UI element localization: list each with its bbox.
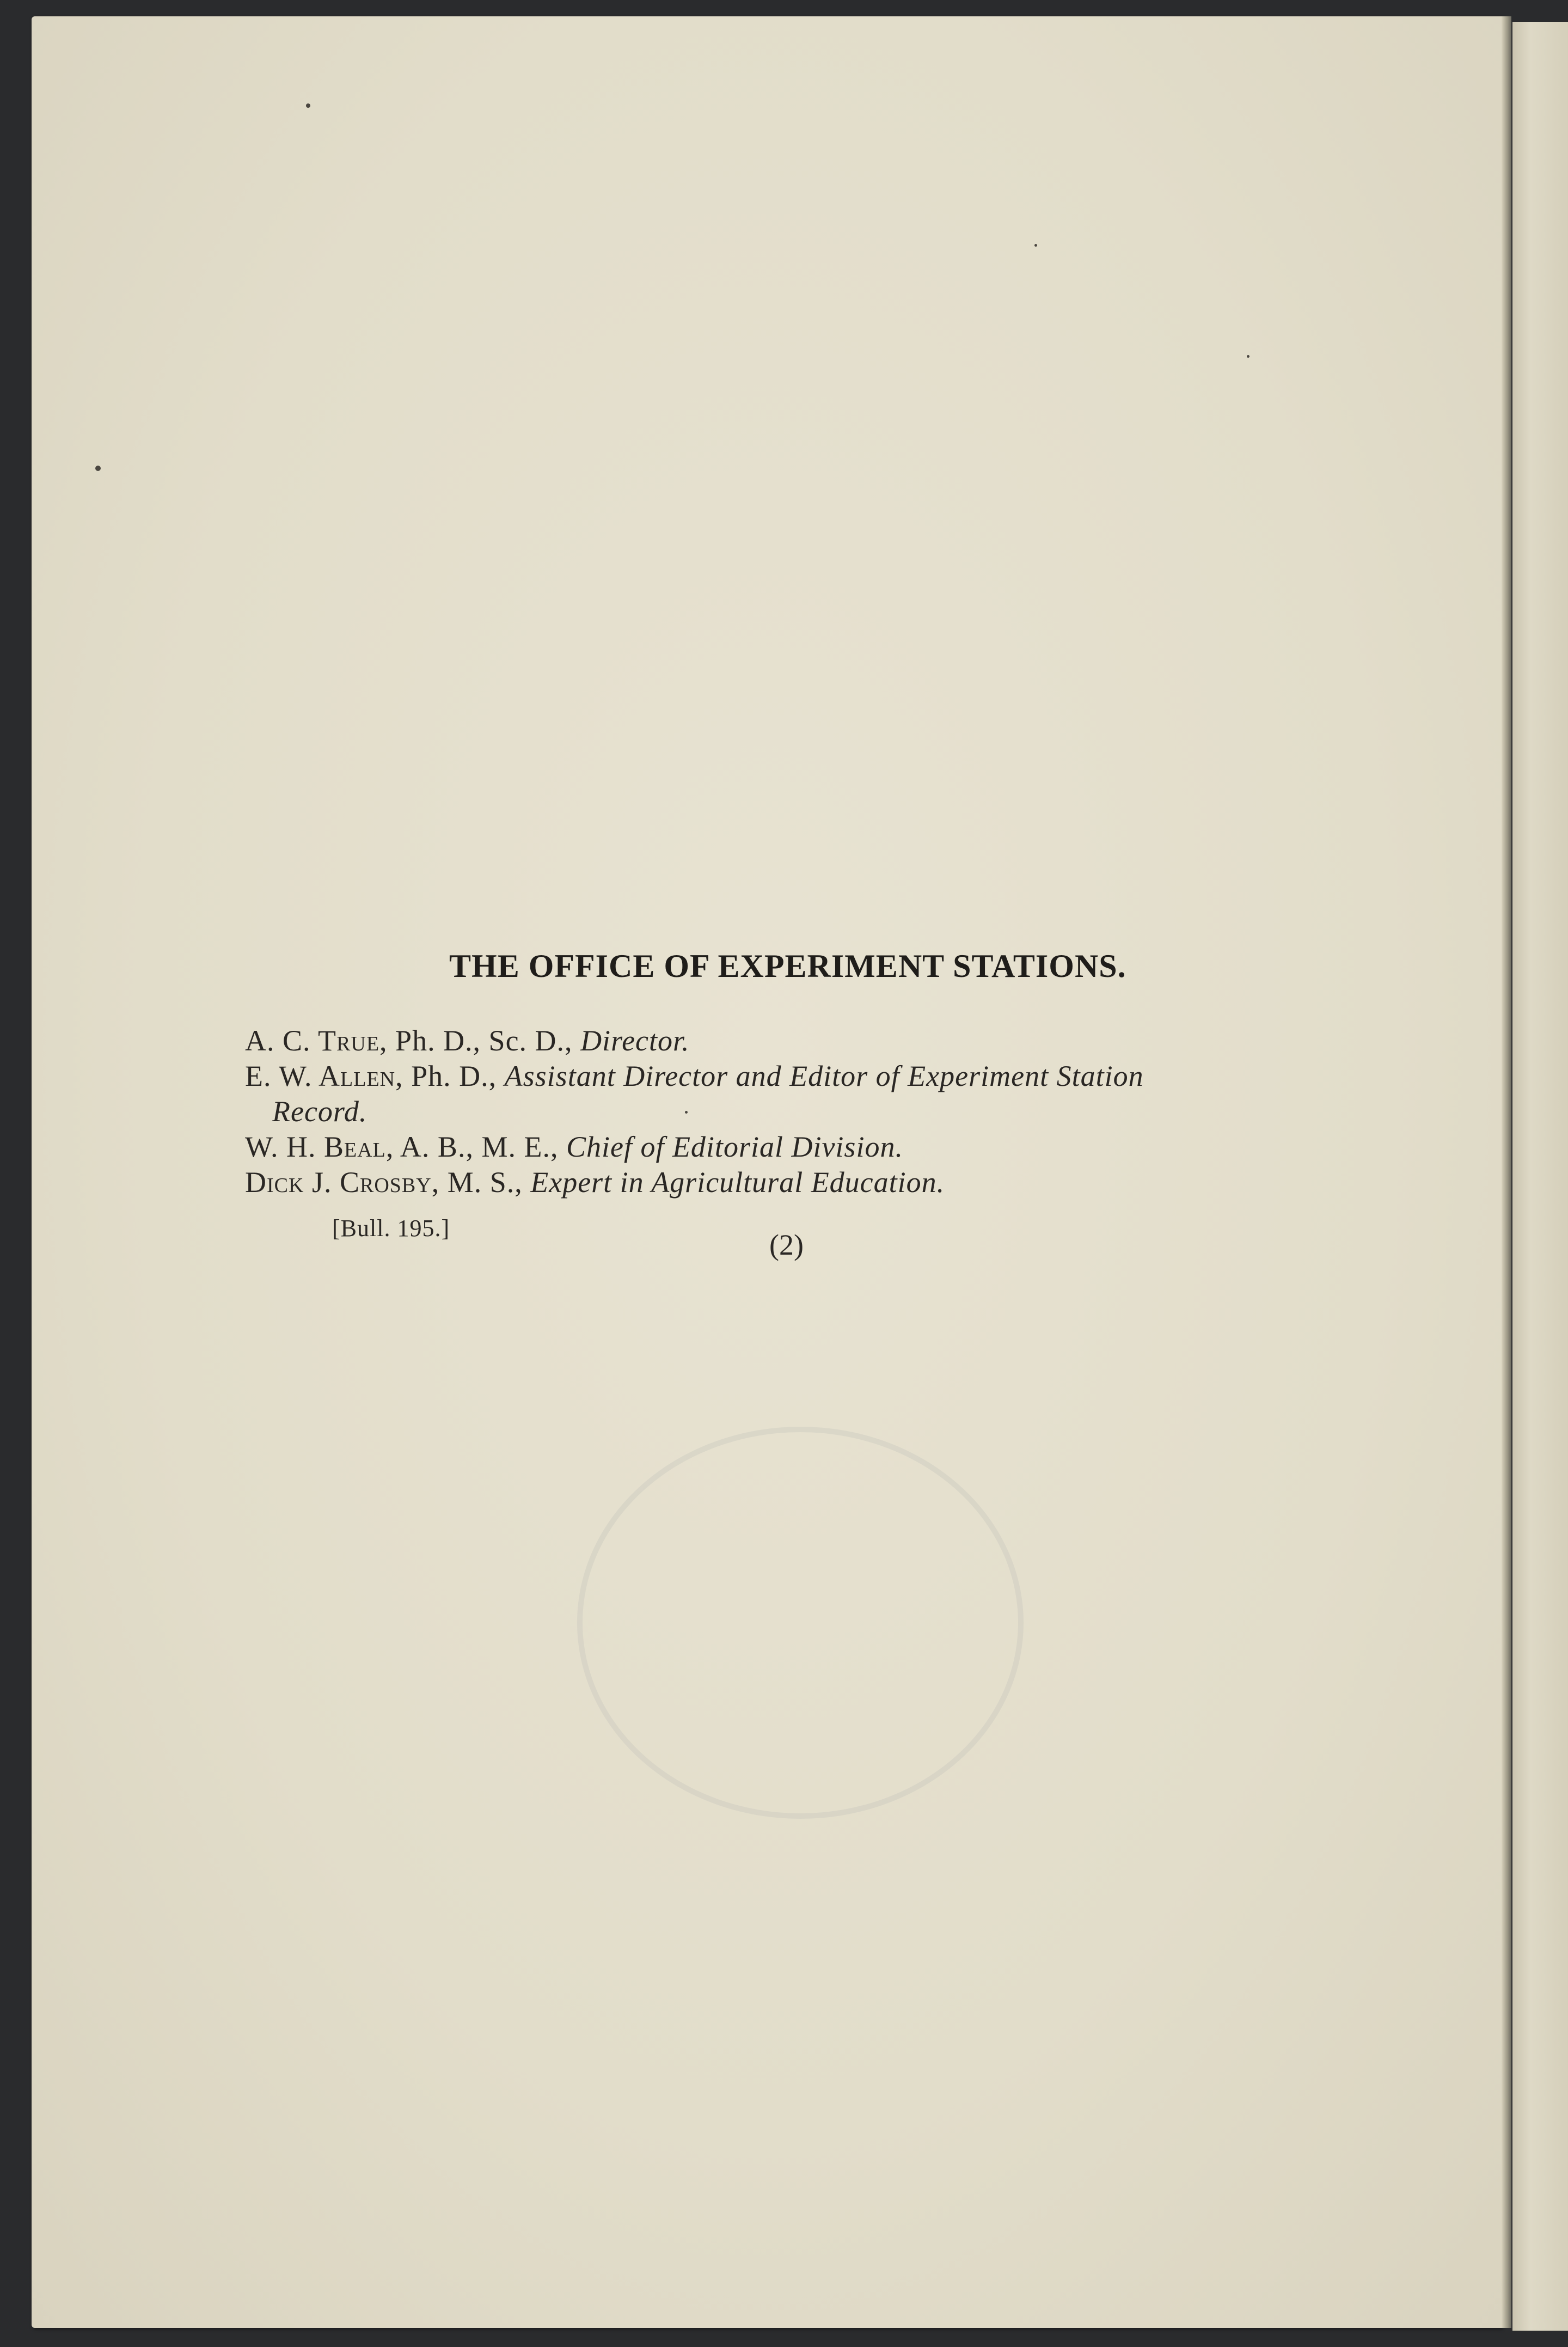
staff-entry: [245, 1059, 1144, 1093]
show-through-stamp: [577, 1427, 1024, 1819]
staff-entry-continuation: [272, 1095, 367, 1128]
staff-credentials: , Ph. D., Sc. D.,: [379, 1024, 581, 1057]
staff-name: Dick J. Crosby: [245, 1166, 432, 1199]
staff-name: E. W. Allen: [245, 1060, 396, 1092]
paper-speck: [1247, 355, 1250, 358]
staff-credentials: , A. B., M. E.,: [385, 1130, 566, 1163]
staff-name: A. C. True: [245, 1024, 380, 1057]
staff-credentials: , Ph. D.,: [395, 1060, 505, 1092]
paper-speck: [1034, 244, 1037, 247]
bulletin-reference: [Bull. 195.]: [332, 1215, 450, 1242]
page-title: THE OFFICE OF EXPERIMENT STATIONS.: [449, 948, 1126, 984]
staff-entry: [245, 1130, 903, 1164]
staff-role: Expert in Agricultural Education.: [530, 1166, 945, 1199]
paper-speck: [685, 1111, 688, 1114]
staff-role: Chief of Editorial Division.: [566, 1130, 903, 1163]
staff-credentials: , M. S.,: [431, 1166, 531, 1199]
staff-entry: [245, 1024, 690, 1058]
adjacent-page-edge: [1512, 22, 1568, 2331]
page-fold-shadow: [1502, 16, 1511, 2328]
staff-role: Record.: [272, 1095, 367, 1128]
page-number: (2): [769, 1228, 804, 1261]
staff-role: Assistant Director and Editor of Experiment Station: [504, 1060, 1144, 1092]
paper-speck: [95, 466, 101, 471]
staff-role: Director.: [580, 1024, 690, 1057]
paper-speck: [306, 103, 310, 108]
staff-entry: [245, 1165, 945, 1199]
staff-name: W. H. Beal: [245, 1130, 386, 1163]
